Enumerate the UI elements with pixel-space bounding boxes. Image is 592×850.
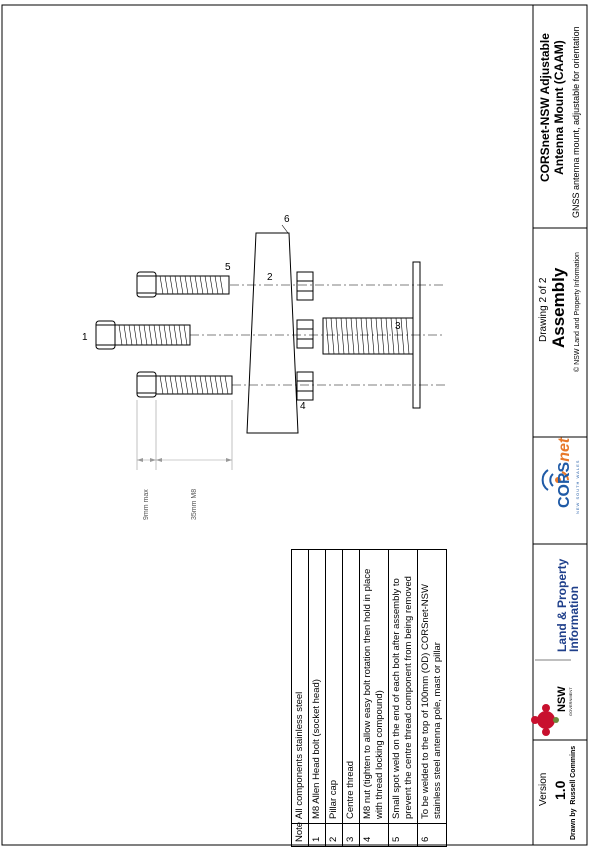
notes-header-num: Note	[292, 824, 309, 847]
callout-1: 1	[82, 332, 88, 343]
nut-bottom	[297, 372, 313, 400]
centre-lines	[190, 285, 445, 385]
bolt-middle-thread	[119, 325, 187, 345]
lpi-logo-line1: Land & Property	[555, 558, 569, 652]
pillar-cap	[247, 233, 298, 433]
drawing-title-line2: Antenna Mount (CAAM)	[552, 40, 566, 175]
note-num: 1	[309, 824, 326, 847]
corsnet-logo-cors: CORS	[556, 461, 573, 508]
bolt-bottom-thread	[160, 376, 228, 394]
callout-2: 2	[267, 272, 273, 283]
note-text: M8 Allen Head bolt (socket head)	[309, 550, 326, 824]
drawn-by-name: Russell Commins	[570, 745, 577, 805]
note-num: 2	[326, 824, 343, 847]
notes-table	[291, 549, 447, 847]
lpi-logo-line2: Information	[567, 586, 581, 652]
nsw-waratah-logo	[531, 704, 559, 736]
bolt-middle	[96, 321, 190, 349]
corsnet-logo-net: net	[556, 437, 573, 462]
drawing-title	[538, 33, 566, 182]
note-text: To be welded to the top of 100mm (OD) CORSnet-NSW stainless steel antenna pole, mast or pillar	[418, 550, 447, 824]
drawn-by	[570, 746, 577, 840]
nut-middle	[297, 320, 313, 348]
table-row	[343, 550, 360, 847]
callout-3: 3	[395, 321, 401, 332]
dimension-label-9mm: 9mm max	[143, 489, 150, 520]
note-num: 4	[360, 824, 389, 847]
dimension-label-35mm: 35mm M8	[191, 488, 198, 520]
nut-top	[297, 272, 313, 300]
drawing-title-line1: CORSnet-NSW Adjustable	[538, 33, 552, 182]
note-text: M8 nut (tighten to allow easy bolt rotation then hold in place with thread locking compound)	[360, 550, 389, 824]
notes-table-wrapper	[291, 549, 447, 847]
note-num: 5	[389, 824, 418, 847]
drawing-subtitle: GNSS antenna mount, adjustable for orientation	[571, 26, 581, 218]
drawn-by-label: Drawn by	[570, 808, 577, 840]
notes-header-text: All components stainless steel	[292, 550, 309, 824]
lpi-logo	[556, 559, 580, 652]
table-row	[360, 550, 389, 847]
notes-header-row	[292, 550, 309, 847]
note-text: Small spot weld on the end of each bolt after assembly to prevent the centre thread component from being removed	[389, 550, 418, 824]
bolt-top-thread	[160, 276, 223, 294]
callout-5: 5	[225, 262, 231, 273]
copyright-notice: © NSW Land and Property Information	[574, 252, 581, 372]
table-row	[418, 550, 447, 847]
nsw-logo-text: NSW	[556, 686, 568, 712]
callout-6-leader	[282, 225, 288, 233]
table-row	[389, 550, 418, 847]
callout-4: 4	[300, 401, 306, 412]
drawing-name: Assembly	[549, 267, 568, 348]
note-num: 6	[418, 824, 447, 847]
version-value: 1.0	[552, 780, 568, 800]
drawing-number: Drawing 2 of 2	[538, 277, 549, 342]
version-label: Version	[538, 772, 549, 806]
table-row	[309, 550, 326, 847]
note-text: Pillar cap	[326, 550, 343, 824]
nsw-logo-gov: GOVERNMENT	[568, 687, 573, 716]
note-text: Centre thread	[343, 550, 360, 824]
callout-6: 6	[284, 214, 290, 225]
corsnet-logo	[556, 438, 574, 508]
note-num: 3	[343, 824, 360, 847]
table-row	[326, 550, 343, 847]
corsnet-logo-sub: NEW SOUTH WALES	[575, 459, 580, 514]
